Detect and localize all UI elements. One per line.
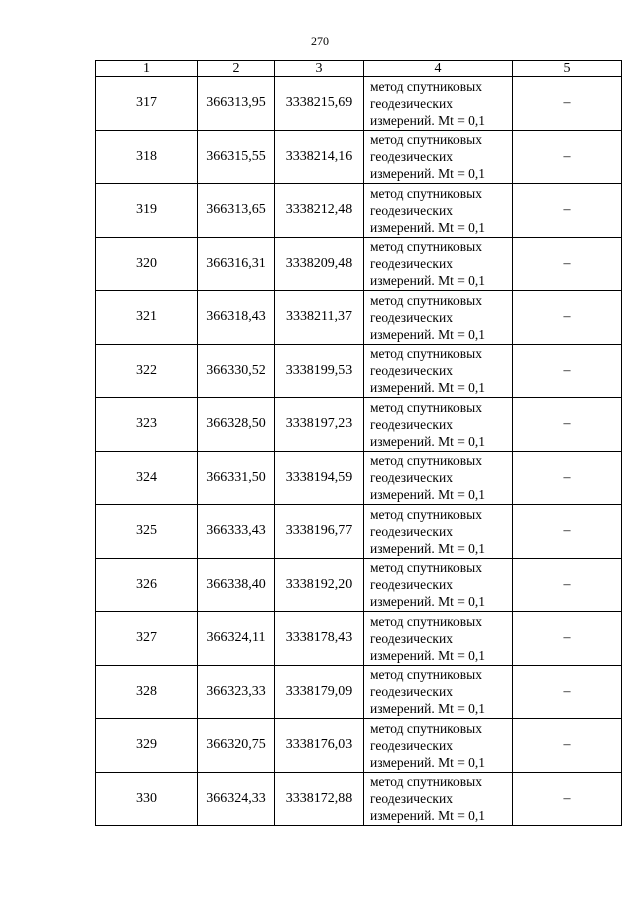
method-cell [364,719,513,773]
method-line: измерений. Mt = 0,1 [370,166,486,182]
method-cell [364,237,513,291]
method-line: измерений. Mt = 0,1 [370,487,486,503]
method-line: измерений. Mt = 0,1 [370,433,486,449]
method-line: геодезических [370,523,453,539]
point-number-cell: 322 [96,344,198,398]
point-number-cell: 323 [96,398,198,452]
y-coordinate-cell: 3338212,48 [275,184,364,238]
table-row [96,237,622,291]
method-line: измерений. Mt = 0,1 [370,273,486,289]
method-line: геодезических [370,256,453,272]
method-line: метод спутниковых [370,78,482,94]
point-number-cell: 321 [96,291,198,345]
method-line: измерений. Mt = 0,1 [370,754,486,770]
y-coordinate-cell: 3338178,43 [275,612,364,666]
method-cell [364,77,513,131]
point-number-cell: 319 [96,184,198,238]
x-coordinate-cell: 366315,55 [198,130,275,184]
method-line: метод спутниковых [370,774,482,790]
method-line: геодезических [370,149,453,165]
point-number-cell: 329 [96,719,198,773]
method-line: метод спутниковых [370,453,482,469]
method-line: геодезических [370,309,453,325]
note-cell: – [513,130,622,184]
method-line: метод спутниковых [370,346,482,362]
note-cell: – [513,612,622,666]
method-line: метод спутниковых [370,185,482,201]
method-cell [364,772,513,826]
method-cell [364,665,513,719]
x-coordinate-cell: 366323,33 [198,665,275,719]
table-row [96,772,622,826]
method-line: геодезических [370,470,453,486]
point-number-cell: 317 [96,77,198,131]
method-line: измерений. Mt = 0,1 [370,647,486,663]
table-body [96,77,622,826]
point-number-cell: 330 [96,772,198,826]
x-coordinate-cell: 366328,50 [198,398,275,452]
method-line: измерений. Mt = 0,1 [370,594,486,610]
x-coordinate-cell: 366333,43 [198,505,275,559]
method-line: измерений. Mt = 0,1 [370,540,486,556]
method-line: метод спутниковых [370,667,482,683]
table-header [96,61,622,77]
y-coordinate-cell: 3338196,77 [275,505,364,559]
method-cell [364,291,513,345]
table-row [96,665,622,719]
note-cell: – [513,291,622,345]
method-cell [364,344,513,398]
y-coordinate-cell: 3338179,09 [275,665,364,719]
note-cell: – [513,77,622,131]
method-line: геодезических [370,630,453,646]
note-cell: – [513,505,622,559]
note-cell: – [513,398,622,452]
y-coordinate-cell: 3338197,23 [275,398,364,452]
method-line: измерений. Mt = 0,1 [370,380,486,396]
y-coordinate-cell: 3338199,53 [275,344,364,398]
method-cell [364,130,513,184]
header-col-1: 1 [96,61,198,77]
table-row [96,398,622,452]
header-row [96,61,622,77]
point-number-cell: 318 [96,130,198,184]
method-line: геодезических [370,363,453,379]
y-coordinate-cell: 3338215,69 [275,77,364,131]
y-coordinate-cell: 3338176,03 [275,719,364,773]
method-line: метод спутниковых [370,720,482,736]
x-coordinate-cell: 366331,50 [198,451,275,505]
method-line: метод спутниковых [370,399,482,415]
method-cell [364,558,513,612]
method-line: метод спутниковых [370,613,482,629]
note-cell: – [513,451,622,505]
point-number-cell: 326 [96,558,198,612]
method-line: геодезических [370,202,453,218]
method-line: метод спутниковых [370,132,482,148]
header-col-3: 3 [275,61,364,77]
x-coordinate-cell: 366316,31 [198,237,275,291]
method-cell [364,184,513,238]
method-line: метод спутниковых [370,560,482,576]
x-coordinate-cell: 366324,33 [198,772,275,826]
method-line: геодезических [370,95,453,111]
method-line: измерений. Mt = 0,1 [370,326,486,342]
method-line: метод спутниковых [370,239,482,255]
point-number-cell: 324 [96,451,198,505]
table-row [96,451,622,505]
point-number-cell: 327 [96,612,198,666]
table-row [96,77,622,131]
header-col-4: 4 [364,61,513,77]
table-row [96,184,622,238]
table-row [96,130,622,184]
method-line: измерений. Mt = 0,1 [370,112,486,128]
table-row [96,719,622,773]
point-number-cell: 325 [96,505,198,559]
method-cell [364,612,513,666]
y-coordinate-cell: 3338211,37 [275,291,364,345]
method-line: геодезических [370,684,453,700]
y-coordinate-cell: 3338214,16 [275,130,364,184]
note-cell: – [513,772,622,826]
page-number: 270 [311,34,329,48]
point-number-cell: 328 [96,665,198,719]
method-line: метод спутниковых [370,506,482,522]
method-line: геодезических [370,577,453,593]
x-coordinate-cell: 366338,40 [198,558,275,612]
table-row [96,291,622,345]
x-coordinate-cell: 366324,11 [198,612,275,666]
header-col-5: 5 [513,61,622,77]
y-coordinate-cell: 3338192,20 [275,558,364,612]
table-row [96,612,622,666]
y-coordinate-cell: 3338172,88 [275,772,364,826]
method-cell [364,451,513,505]
table-row [96,505,622,559]
method-line: геодезических [370,791,453,807]
x-coordinate-cell: 366313,65 [198,184,275,238]
method-line: измерений. Mt = 0,1 [370,701,486,717]
coordinates-table [95,60,622,826]
method-line: измерений. Mt = 0,1 [370,808,486,824]
point-number-cell: 320 [96,237,198,291]
x-coordinate-cell: 366318,43 [198,291,275,345]
note-cell: – [513,184,622,238]
method-cell [364,398,513,452]
method-line: измерений. Mt = 0,1 [370,219,486,235]
note-cell: – [513,665,622,719]
x-coordinate-cell: 366330,52 [198,344,275,398]
table-row [96,344,622,398]
note-cell: – [513,719,622,773]
header-col-2: 2 [198,61,275,77]
x-coordinate-cell: 366320,75 [198,719,275,773]
note-cell: – [513,558,622,612]
table-row [96,558,622,612]
method-cell [364,505,513,559]
y-coordinate-cell: 3338209,48 [275,237,364,291]
method-line: геодезических [370,737,453,753]
note-cell: – [513,237,622,291]
y-coordinate-cell: 3338194,59 [275,451,364,505]
method-line: геодезических [370,416,453,432]
note-cell: – [513,344,622,398]
x-coordinate-cell: 366313,95 [198,77,275,131]
method-line: метод спутниковых [370,292,482,308]
